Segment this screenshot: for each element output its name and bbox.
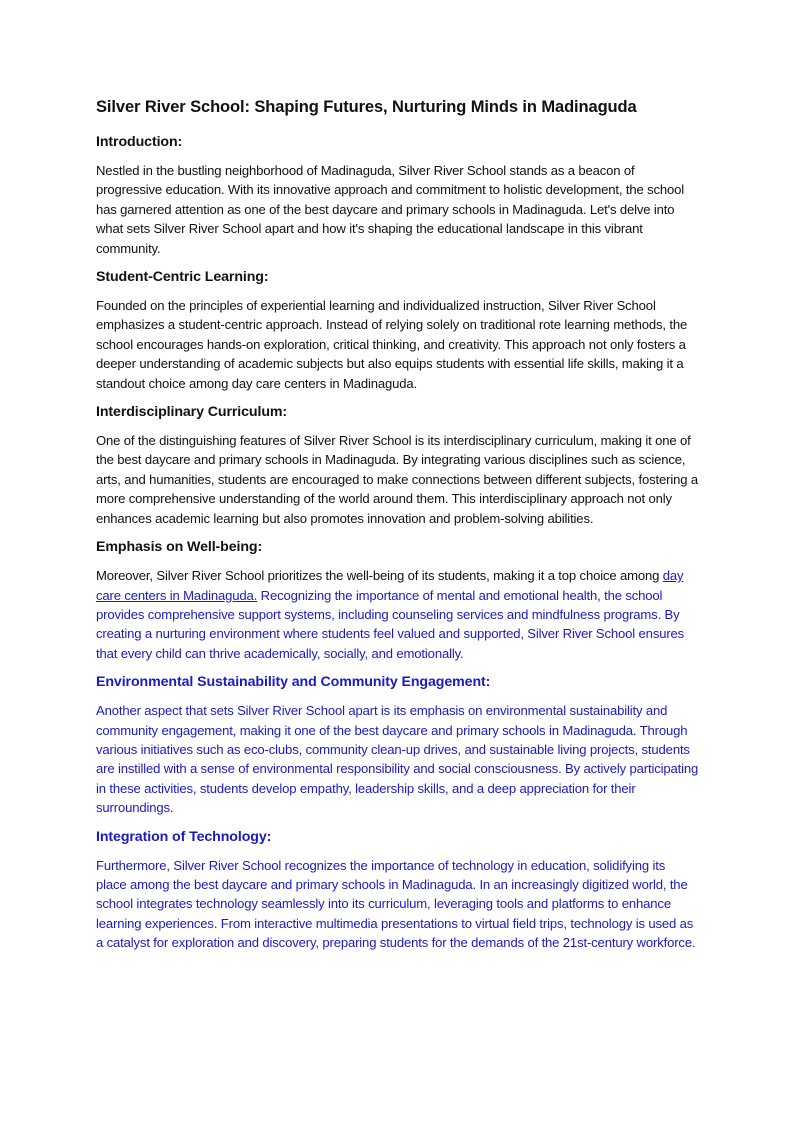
section-heading-wellbeing: Emphasis on Well-being: [96, 539, 263, 556]
section-body-wellbeing [96, 566, 699, 663]
document-page [96, 96, 699, 962]
page-title: Silver River School: Shaping Futures, Nurturing Minds in Madinaguda [96, 98, 637, 116]
section-heading-student-centric: Student-Centric Learning: [96, 269, 269, 286]
wellbeing-text-start: Moreover, Silver River School prioritizes the well-being of its students, making it a top choice among [96, 568, 663, 584]
section-heading-technology: Integration of Technology: [96, 828, 272, 845]
day-care-centers-link[interactable]: day care centers in Madinaguda. [96, 568, 684, 603]
section-heading-introduction: Introduction: [96, 134, 183, 150]
section-body-introduction: Nestled in the bustling neighborhood of Madinaguda, Silver River School stands as a beacon of progressive education. With its innovative approach and commitment to holistic development, the school has garnered attention as one of the best daycare and primary schools in Madinaguda. Let's delve into what sets Silver River School apart and how it's shaping the educational landscape in this vibrant community. [96, 163, 685, 256]
section-body-technology: Furthermore, Silver River School recognizes the importance of technology in education, solidifying its place among the best daycare and primary schools in Madinaguda. In an increasingly digitized world, the school integrates technology seamlessly into its curriculum, leveraging tools and platforms to enhance learning experiences. From interactive multimedia presentations to virtual field trips, technology is used as a catalyst for exploration and discovery, preparing students for the demands of the 21st-century workforce. [96, 857, 696, 951]
section-heading-interdisciplinary: Interdisciplinary Curriculum: [96, 404, 288, 421]
section-heading-sustainability: Environmental Sustainability and Community Engagement: [96, 674, 491, 691]
wellbeing-text-end: Recognizing the importance of mental and emotional health, the school provides comprehensive support systems, including counseling services and mindfulness programs. By creating a nurturing environment where students feel valued and supported, Silver River School ensures that every child can thrive academically, socially, and emotionally. [96, 587, 685, 661]
section-body-interdisciplinary: One of the distinguishing features of Silver River School is its interdisciplinary curriculum, making it one of the best daycare and primary schools in Madinaguda. By integrating various disciplines such as science, arts, and humanities, students are encouraged to make connections between different subjects, fostering a more comprehensive understanding of the world around them. This interdisciplinary approach not only enhances academic learning but also promotes innovation and problem-solving abilities. [96, 433, 698, 526]
section-body-sustainability: Another aspect that sets Silver River School apart is its emphasis on environmental sustainability and community engagement, making it one of the best daycare and primary schools in Madinaguda. Through various initiatives such as eco-clubs, community clean-up drives, and sustainable living projects, students are instilled with a sense of environmental responsibility and social consciousness. By actively participating in these activities, students develop empathy, leadership skills, and a deep appreciation for their surroundings. [96, 703, 699, 816]
section-body-student-centric: Founded on the principles of experiential learning and individualized instruction, Silver River School emphasizes a student-centric approach. Instead of relying solely on traditional rote learning methods, the school encourages hands-on exploration, critical thinking, and creativity. This approach not only fosters a deeper understanding of academic subjects but also equips students with essential life skills, making it a standout choice among day care centers in Madinaguda. [96, 298, 688, 391]
